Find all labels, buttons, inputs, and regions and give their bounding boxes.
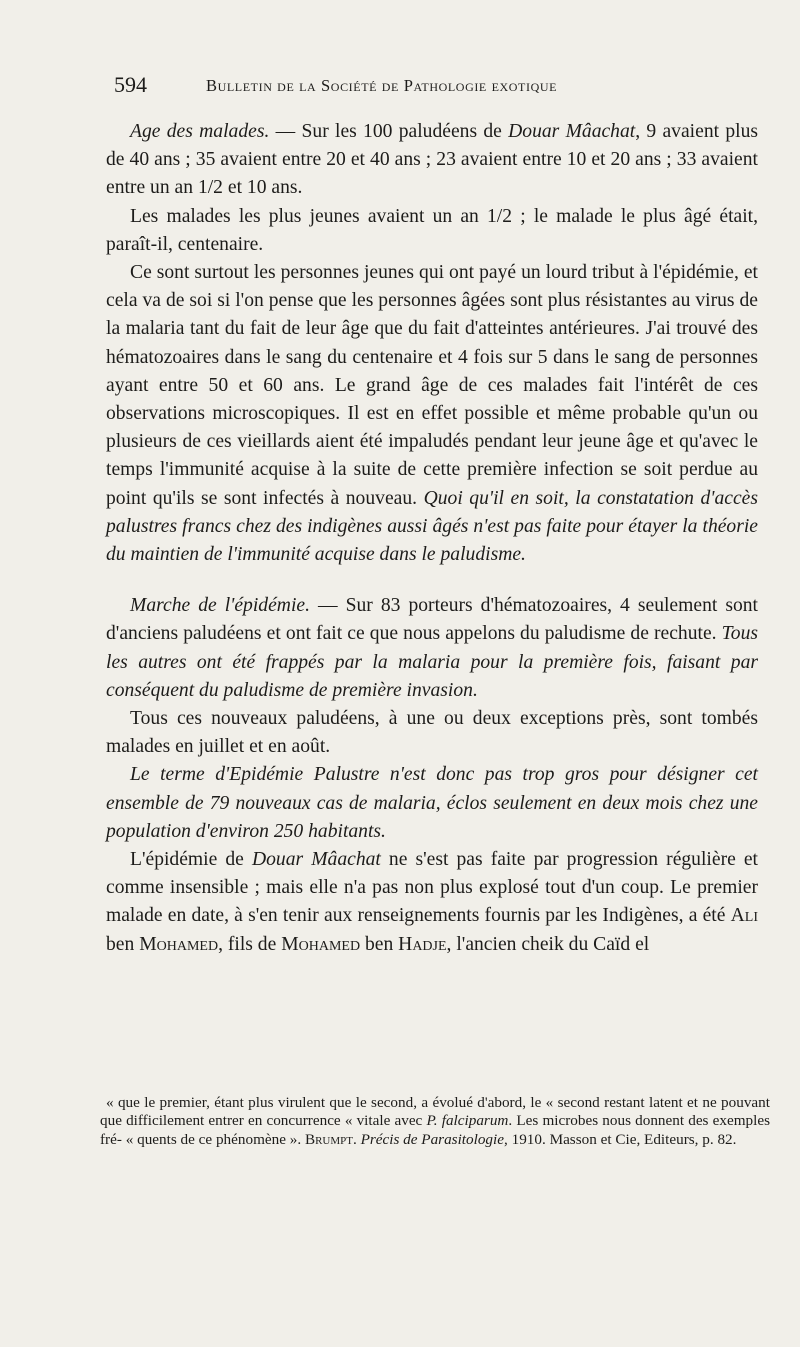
person-name: Mohamed [139,933,219,955]
text-span: ben [106,933,140,955]
page-number: 594 [114,72,147,97]
page-header [114,72,674,102]
text-span: , 1910. Masson et Cie, Editeurs, p. 82. [504,1130,737,1148]
text-span: « que le premier, étant plus virulent que le second, a évolué d'abord, le « second restant latent et ne pouvant que difficilement entrer en concurrence « vitale avec [100,1094,770,1130]
paragraph-young-persons [106,259,758,569]
paragraph-age-des-malades [106,118,758,203]
work-title: Précis de Parasitologie [360,1130,504,1148]
author-name: Brumpt [304,1130,353,1148]
person-name: Ali [730,905,758,927]
text-span: , l'ancien cheik du Caïd el [446,933,650,955]
body-text [106,118,758,959]
paragraph-epidemic-term [106,761,758,846]
footnote [100,1094,770,1149]
running-title: Bulletin de la Société de Pathologie exotique [206,76,558,95]
text-span: Ce sont surtout les personnes jeunes qui ont payé un lourd tribut à l'épidémie, et cela va de soi si l'on pense que les personnes âgées sont plus résistantes au virus de la malaria tant du fait de leur âge que du fait d'atteintes antérieures. J'ai trouvé des hématozoaires dans le sang du centenaire et 4 fois sur 5 dans le sang de personnes ayant entre 50 et 60 ans. Le grand âge de ces malades fait l'intérêt de ces observations microscopiques. Il est en effet possible et même probable qu'un ou plusieurs de ces vieillards aient été impaludés pendant leur jeune âge et qu'avec le temps l'immunité acquise à la suite de cette première infection se soit perdue au point qu'ils se sont infectés à nouveau. [106,262,758,509]
emphasized-paragraph: Le terme d'Epidémie Palustre n'est donc pas trop gros pour désigner cet ensemble de 79 nouveaux cas de malaria, éclos seulement en deux mois chez une population d'environ 250 habitants. [106,764,758,842]
emphasized-conclusion: Quoi qu'il en soit, la constatation d'accès palustres francs chez des indigènes aussi âgés n'est pas faite pour étayer la théorie du maintien de l'immunité acquise dans le paludisme. [106,487,758,566]
paragraph-youngest: Les malades les plus jeunes avaient un an 1/2 ; le malade le plus âgé était, paraît-il, centenaire. [106,205,758,255]
person-name: Mohamed [281,933,361,955]
footnote-text [100,1094,770,1149]
paragraph-new-cases: Tous ces nouveaux paludéens, à une ou deux exceptions près, sont tombés malades en juillet et en août. [106,708,758,758]
section-heading-marche: Marche de l'épidémie. [130,595,310,617]
section-heading-age: Age des malades. [130,121,270,142]
text-span: . [352,1130,361,1148]
person-name: Hadje [398,933,447,955]
place-name: Douar Mâachat [508,121,636,142]
text-span: , fils de [218,933,282,955]
text-span: — Sur 83 porteurs d'hématozoaires, 4 seulement sont d'anciens paludéens et ont fait ce que nous appelons du paludisme de rechute. [106,595,758,645]
paragraph-marche-epidemie [106,592,758,705]
place-name: Douar Mâachat [251,849,381,871]
text-span: — Sur les 100 paludéens de [269,121,509,142]
text-span: . Les microbes nous donnent des exemples fré- « quents de ce phénomène ». [100,1112,770,1148]
paragraph-first-patient [106,846,758,959]
emphasized-statement: Tous les autres ont été frappés par la malaria pour la première fois, faisant par conséquent du paludisme de première invasion. [106,623,758,701]
text-span: , 9 avaient plus de 40 ans ; 35 avaient entre 20 et 40 ans ; 23 avaient entre 10 et 20 ans ; 33 avaient entre un an 1/2 et 10 ans. [106,121,759,199]
species-name: P. falciparum [426,1112,509,1130]
text-span: L'épidémie de [130,849,252,871]
text-span: ben [360,933,399,955]
text-span: ne s'est pas faite par progression régulière et comme insensible ; mais elle n'a pas non plus explosé tout d'un coup. Le premier malade en date, à s'en tenir aux renseignements fournis par les Indigènes, a été [106,849,758,927]
